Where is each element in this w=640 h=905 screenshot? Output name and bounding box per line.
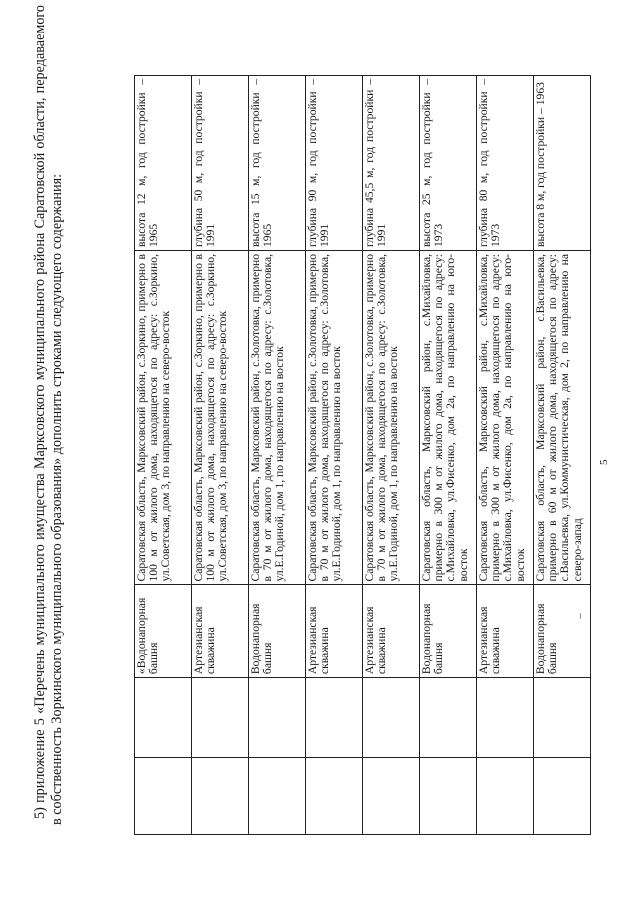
blank-cell — [192, 757, 249, 834]
object-name-cell: Артезианская скважина — [477, 585, 534, 678]
table-row — [306, 76, 363, 835]
object-name-cell: Артезианская скважина — [192, 585, 249, 678]
characteristics-cell: глубина 80 м, год постройки – 1973 — [477, 76, 534, 251]
object-name-cell: Водонапорная башня — [249, 585, 306, 678]
blank-cell — [363, 757, 420, 834]
characteristics-cell: высота 25 м, год постройки – 1973 — [420, 76, 477, 251]
address-cell: Саратовская область, Марксовский район, с.Михайловка, примерно в 300 м от жилого дома, находящегося по адресу: с.Михайловка, ул.Фисенко, дом 2а, по направлению на юго-восток — [420, 251, 477, 585]
table-row — [534, 76, 591, 835]
address-cell: Саратовская область, Марксовский район, с.Васильевка, примерно в 60 м от жилого дома, находящегося по адресу: с.Васильевка, ул.Коммунистическая, дом 2, по направлению на северо-запад — [534, 251, 591, 585]
characteristics-cell: глубина 45,5 м, год постройки – 1991 — [363, 76, 420, 251]
object-name-cell: Водонапорная башня — [420, 585, 477, 678]
address-cell: Саратовская область, Марксовский район, с.Золотовка, примерно в 70 м от жилого дома, находящегося по адресу: с.Золотовка, ул.Е.Годиной, дом 1, по направлению на восток — [363, 251, 420, 585]
table-row — [477, 76, 534, 835]
blank-cell — [534, 678, 591, 758]
blank-cell — [477, 757, 534, 834]
table-row — [363, 76, 420, 835]
blank-cell — [306, 757, 363, 834]
table-row — [135, 76, 192, 835]
address-cell: Саратовская область, Марксовский район, с.Золотовка, примерно в 70 м от жилого дома, находящегося по адресу: с.Золотовка, ул.Е.Годиной, дом 1, по направлению на восток — [306, 251, 363, 585]
object-name-cell: Артезианская скважина — [306, 585, 363, 678]
characteristics-cell: высота 12 м, год постройки – 1965 — [135, 76, 192, 251]
blank-cell — [477, 678, 534, 758]
object-name-cell: Водонапорная башня — [534, 585, 591, 678]
characteristics-cell: высота 8 м, год постройки – 1963 — [534, 76, 591, 251]
property-table — [134, 75, 591, 835]
intro-paragraph — [32, 5, 66, 825]
blank-cell — [534, 757, 591, 834]
characteristics-cell: глубина 50 м, год постройки – 1991 — [192, 76, 249, 251]
table-row — [249, 76, 306, 835]
characteristics-cell: высота 15 м, год постройки – 1965 — [249, 76, 306, 251]
blank-cell — [249, 678, 306, 758]
object-name-cell: Артезианская скважина — [363, 585, 420, 678]
intro-text: 5) приложение 5 «Перечень муниципального имущества Марксовского муниципального района Саратовской области, передаваемого в собственность Зоркинского муниципального образования» дополнить строками следующего содержания: — [32, 5, 65, 825]
address-cell: Саратовская область, Марксовский район, с.Зоркино, примерно в 100 м от жилого дома, находящегося по адресу: с.Зоркино, ул.Советская, дом 3, по направлению на северо-восток — [192, 251, 249, 585]
address-cell: Саратовская область, Марксовский район, с.Михайловка, примерно в 300 м от жилого дома, находящегося по адресу: с.Михайловка, ул.Фисенко, дом 2а, по направлению на юго-восток — [477, 251, 534, 585]
table-row — [420, 76, 477, 835]
scan-mark — [580, 613, 581, 619]
object-name-cell: «Водонапорная башня — [135, 585, 192, 678]
address-cell: Саратовская область, Марксовский район, с.Зоркино, примерно в 100 м от жилого дома, находящегося по адресу: с.Зоркино, ул.Советская, дом 3, по направлению на северо-восток — [135, 251, 192, 585]
blank-cell — [192, 678, 249, 758]
blank-cell — [306, 678, 363, 758]
blank-cell — [135, 757, 192, 834]
table-row — [192, 76, 249, 835]
blank-cell — [363, 678, 420, 758]
address-cell: Саратовская область, Марксовский район, с.Золотовка, примерно в 70 м от жилого дома, находящегося по адресу: с.Золотовка, ул.Е.Годиной, дом 1, по направлению на восток — [249, 251, 306, 585]
blank-cell — [420, 757, 477, 834]
page-number: 5 — [598, 459, 610, 465]
blank-cell — [135, 678, 192, 758]
blank-cell — [249, 757, 306, 834]
blank-cell — [420, 678, 477, 758]
characteristics-cell: глубина 90 м, год постройки – 1991 — [306, 76, 363, 251]
